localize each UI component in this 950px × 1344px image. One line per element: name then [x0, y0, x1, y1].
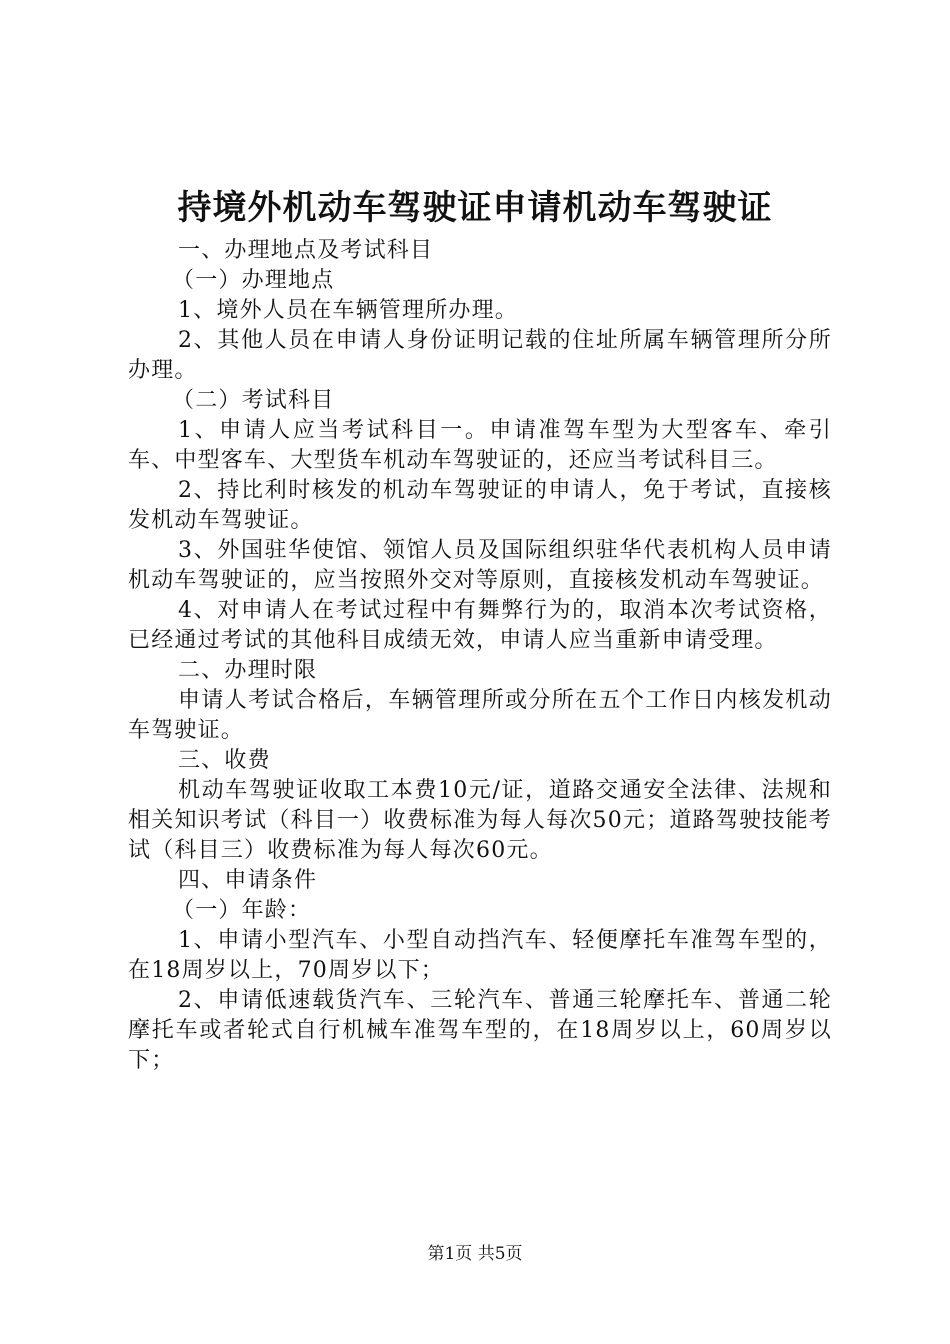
paragraph-item: 2、其他人员在申请人身份证明记载的住址所属车辆管理所分所办理。: [128, 328, 832, 383]
subsection-heading-1-1: （一）办理地点: [172, 268, 335, 293]
paragraph-item: 3、外国驻华使馆、领馆人员及国际组织驻华代表机构人员申请机动车驾驶证的，应当按照外交对等原则，直接核发机动车驾驶证。: [128, 538, 832, 593]
section-heading-4: 四、申请条件: [178, 868, 318, 893]
paragraph-item: 申请人考试合格后，车辆管理所或分所在五个工作日内核发机动车驾驶证。: [128, 688, 832, 743]
paragraph-item: 2、申请低速载货汽车、三轮汽车、普通三轮摩托车、普通二轮摩托车或者轮式自行机械车准驾车型的，在18周岁以上，60周岁以下；: [128, 988, 832, 1073]
paragraph-item: 1、境外人员在车辆管理所办理。: [178, 298, 518, 323]
subsection-heading-4-1: （一）年龄：: [172, 898, 312, 923]
paragraph-item: 机动车驾驶证收取工本费10元/证，道路交通安全法律、法规和相关知识考试（科目一）收费标准为每人每次50元；道路驾驶技能考试（科目三）收费标准为每人每次60元。: [128, 778, 832, 863]
section-heading-3: 三、收费: [178, 748, 271, 773]
subsection-heading-1-2: （二）考试科目: [172, 388, 335, 413]
section-heading-2: 二、办理时限: [178, 658, 318, 683]
paragraph-item: 1、申请人应当考试科目一。申请准驾车型为大型客车、牵引车、中型客车、大型货车机动车驾驶证的，还应当考试科目三。: [128, 418, 832, 473]
document-body: [128, 236, 832, 1076]
paragraph-item: 1、申请小型汽车、小型自动挡汽车、轻便摩托车准驾车型的，在18周岁以上，70周岁以下；: [128, 928, 832, 983]
section-heading-1: 一、办理地点及考试科目: [178, 238, 434, 263]
paragraph-item: 2、持比利时核发的机动车驾驶证的申请人，免于考试，直接核发机动车驾驶证。: [128, 478, 832, 533]
page-footer: 第1页 共5页: [427, 1244, 523, 1264]
document-title: 持境外机动车驾驶证申请机动车驾驶证: [177, 188, 773, 228]
paragraph-item: 4、对申请人在考试过程中有舞弊行为的，取消本次考试资格，已经通过考试的其他科目成绩无效，申请人应当重新申请受理。: [128, 598, 832, 653]
